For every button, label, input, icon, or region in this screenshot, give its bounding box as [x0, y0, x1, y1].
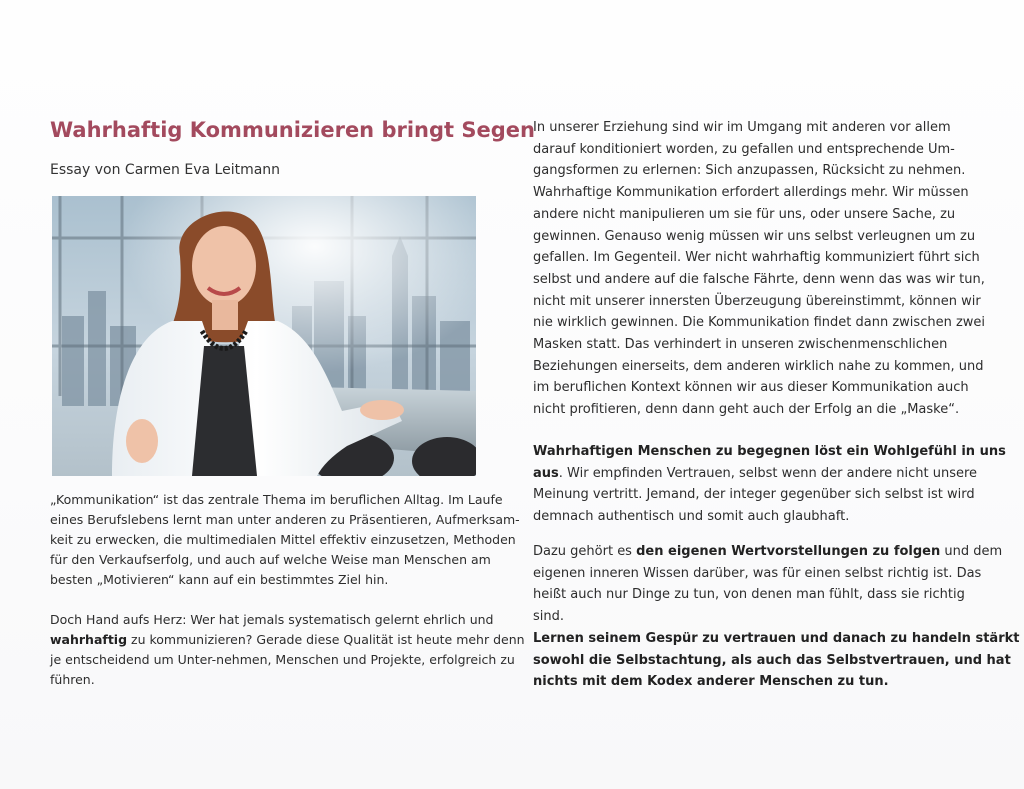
text-line [533, 650, 1011, 672]
text-line: Beziehungen einerseits, dem anderen wirklich nahe zu kommen, und [533, 358, 984, 374]
left-paragraph-2 [50, 610, 525, 690]
text-line: heißt auch nur Dinge zu tun, von denen man fühlt, dass sie richtig [533, 587, 965, 603]
text-line [533, 628, 1020, 650]
emphasis-text: Wahrhaftigen Menschen zu begegnen löst ein Wohlgefühl in uns [533, 444, 1006, 459]
text-line [533, 541, 1003, 563]
right-paragraph-2 [533, 441, 1006, 528]
text-line: „Kommunikation“ ist das zentrale Thema im beruflichen Alltag. Im Laufe [50, 492, 503, 507]
text-segment: . Wir empfinden Vertrauen, selbst wenn der andere nicht unsere [558, 465, 978, 481]
text-line: darauf konditioniert worden, zu gefallen und entsprechende Um- [533, 141, 955, 157]
text-line: In unserer Erziehung sind wir im Umgang mit anderen vor allem [533, 120, 951, 135]
emphasis-text: aus [533, 465, 559, 481]
text-line: Meinung vertritt. Jemand, der integer gegenüber sich selbst ist wird [533, 487, 975, 503]
text-line [50, 630, 525, 650]
text-line: eines Berufslebens lernt man unter anderen zu Präsentieren, Aufmerksam- [50, 512, 520, 527]
text-line: keit zu erwecken, die multimedialen Mittel effektiv einzusetzen, Methoden [50, 532, 516, 547]
text-line: gewinnen. Genauso wenig müssen wir uns selbst verleugnen um zu [533, 228, 976, 244]
text-line: je entscheidend um Unter-nehmen, Menschen und Projekte, erfolgreich zu [50, 652, 515, 667]
right-paragraph-3 [533, 541, 1020, 693]
left-paragraph-1 [50, 490, 520, 590]
text-line [533, 463, 983, 485]
text-line: sind. [533, 609, 565, 625]
article-byline: Essay von Carmen Eva Leitmann [50, 162, 281, 178]
text-line: nicht profitieren, denn dann geht auch der Erfolg an die „Maske“. [533, 402, 960, 418]
text-segment: zu kommunizieren? Gerade diese Qualität ist heute mehr denn [127, 632, 525, 647]
text-line: gangsformen zu erlernen: Sich anzupassen, Rücksicht zu nehmen. [533, 163, 966, 179]
text-line: nie wirklich gewinnen. Die Kommunikation findet dann zwischen zwei [533, 315, 986, 331]
text-line: Masken statt. Das verhindert in unseren zwischenmenschlichen [533, 337, 948, 353]
text-line [533, 441, 1006, 463]
author-photo [52, 196, 476, 476]
text-segment: und dem [940, 544, 1003, 559]
text-line: eigenen inneren Wissen darüber, was für einen selbst richtig ist. Das [533, 565, 982, 581]
text-line: führen. [50, 672, 95, 687]
article-title: Wahrhaftig Kommunizieren bringt Segen [50, 118, 535, 142]
text-line: selbst und andere auf die falsche Fährte, denn wenn das was wir tun, [533, 271, 985, 287]
emphasis-text: sowohl die Selbstachtung, als auch das Selbstvertrauen, und hat [533, 652, 1011, 668]
text-line: für den Verkaufserfolg, und auch auf welche Weise man Menschen am [50, 552, 491, 567]
text-line: nicht mit unserer innersten Überzeugung übereinstimmt, können wir [533, 293, 981, 309]
text-line: demnach authentisch und somit auch glaubhaft. [533, 509, 850, 525]
text-line [533, 671, 983, 693]
text-line: Wahrhaftige Kommunikation erfordert allerdings mehr. Wir müssen [533, 185, 969, 201]
text-line: besten „Motivieren“ kann auf ein bestimmtes Ziel hin. [50, 572, 389, 587]
text-line: Doch Hand aufs Herz: Wer hat jemals systematisch gelernt ehrlich und [50, 612, 494, 627]
emphasis-text: den eigenen Wertvorstellungen zu folgen [636, 544, 941, 559]
text-segment: Dazu gehört es [533, 544, 637, 559]
emphasis-text: wahrhaftig [50, 632, 128, 647]
text-line: andere nicht manipulieren um sie für uns, oder unsere Sache, zu [533, 206, 956, 222]
text-line: gefallen. Im Gegenteil. Wer nicht wahrhaftig kommuniziert führt sich [533, 250, 980, 266]
emphasis-text: Lernen seinem Gespür zu vertrauen und danach zu handeln stärkt [533, 630, 1020, 646]
right-paragraph-1 [533, 117, 986, 421]
emphasis-text: nichts mit dem Kodex anderer Menschen zu tun. [533, 674, 889, 690]
text-line: im beruflichen Kontext können wir aus dieser Kommunikation auch [533, 380, 969, 396]
